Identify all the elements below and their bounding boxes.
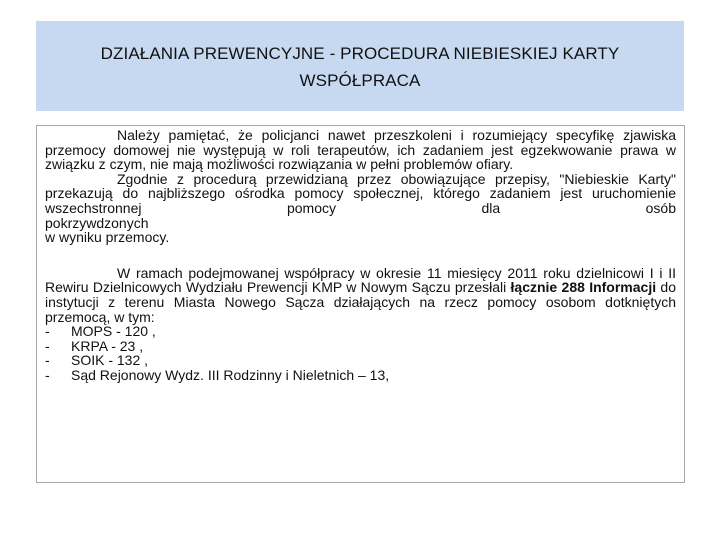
content-text-box bbox=[36, 125, 685, 483]
list-item-text: Sąd Rejonowy Wydz. III Rodzinny i Nieletnich – 13, bbox=[71, 366, 390, 383]
list-item bbox=[45, 368, 676, 383]
list-item-text: SOIK - 132 , bbox=[71, 352, 149, 369]
paragraph-policja-rola: Należy pamiętać, że policjanci nawet przeszkoleni i rozumiejący specyfikę zjawiska przemocy domowej nie występują w roli terapeutów, ich zadaniem jest egzekwowanie prawa w związku z czym, nie mają możliwości rozwiązania w pełni problemów ofiary. bbox=[45, 127, 676, 173]
list-dash: - bbox=[45, 352, 50, 369]
paragraph-gap bbox=[45, 245, 676, 266]
paragraph-wspolpraca-text-1: W ramach podejmowanej współpracy w okresie 11 miesięcy 2011 roku dzielnicowi I i II Rewiru Dzielnicowych Wydziału Prewencji KMP w Nowym Sączu przesłali bbox=[45, 264, 676, 296]
list-dash: - bbox=[45, 337, 50, 354]
list-item-text: KRPA - 23 , bbox=[71, 337, 144, 354]
paragraph-wspolpraca bbox=[45, 266, 676, 324]
list-item bbox=[45, 324, 676, 339]
paragraph-procedura-line-3: w wyniku przemocy. bbox=[45, 229, 170, 246]
list-dash: - bbox=[45, 366, 50, 383]
list-item bbox=[45, 353, 676, 368]
paragraph-wspolpraca-text-2: do instytucji z terenu Miasta Nowego Sącza działających na rzecz pomocy osobom dotkniętych przemocą, w tym: bbox=[45, 279, 676, 325]
slide-title bbox=[101, 38, 620, 94]
list-item-text: MOPS - 120 , bbox=[71, 323, 156, 340]
paragraph-wspolpraca-bold: łącznie 288 Informacji bbox=[510, 279, 657, 296]
list-dash: - bbox=[45, 323, 50, 340]
slide-title-line-2: WSPÓŁPRACA bbox=[299, 71, 421, 90]
paragraph-procedura-line-2: pokrzywdzonych bbox=[45, 214, 149, 231]
institution-list bbox=[45, 324, 676, 382]
paragraph-procedura: Zgodnie z procedurą przewidzianą przez obowiązujące przepisy, "Niebieskie Karty" przekazują do najbliższego ośrodka pomocy społecznej, którego zadaniem jest uruchomienie wszechstronnej pomocy dla osób bbox=[45, 170, 676, 216]
list-item bbox=[45, 339, 676, 354]
title-banner bbox=[36, 21, 684, 111]
slide-title-line-1: DZIAŁANIA PREWENCYJNE - PROCEDURA NIEBIESKIEJ KARTY bbox=[100, 44, 620, 63]
